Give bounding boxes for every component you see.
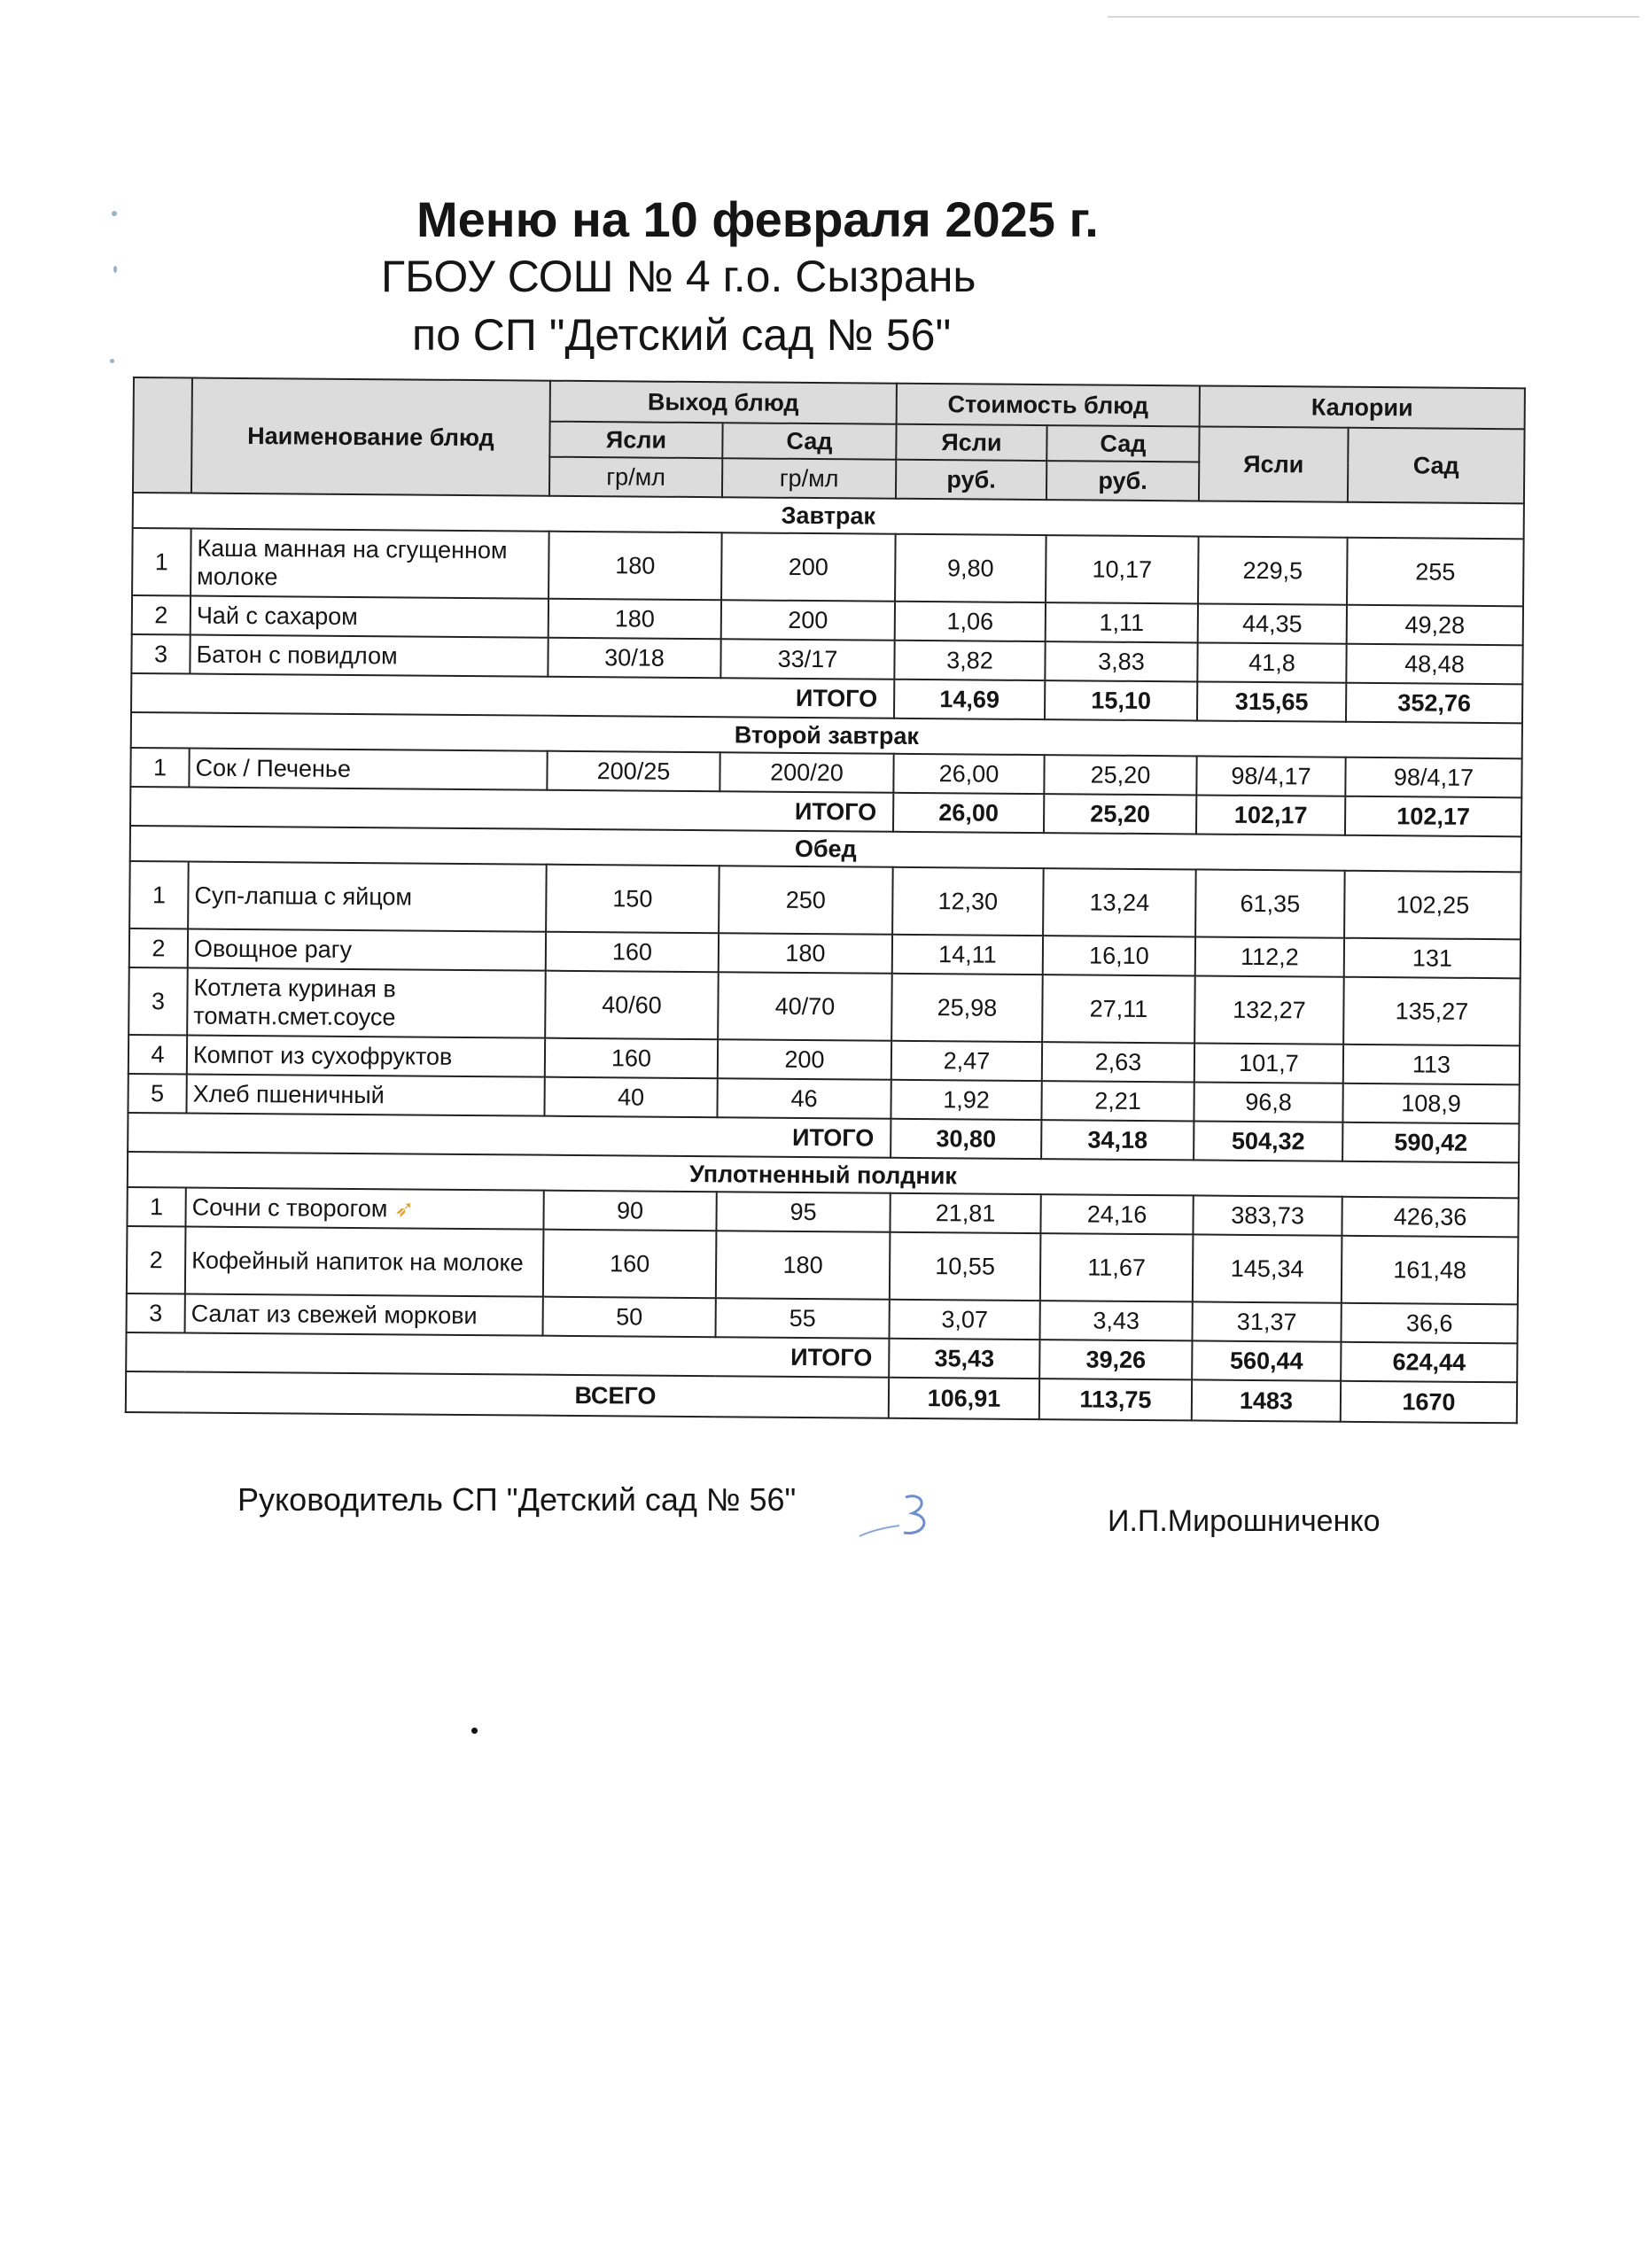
output-yasli: 90: [543, 1191, 716, 1231]
dish-name: Овощное рагу: [188, 929, 546, 971]
cost-sad: 1,11: [1046, 602, 1198, 642]
calories-yasli: 98/4,17: [1196, 756, 1345, 796]
subtotal-cost-yasli: 30,80: [891, 1119, 1041, 1159]
dish-name: Кофейный напиток на молоке: [185, 1226, 544, 1296]
calories-sad: 135,27: [1343, 977, 1521, 1046]
scan-speck: [110, 359, 114, 363]
pen-mark-icon: ➶: [393, 1195, 415, 1223]
dish-name: Салат из свежей моркови: [185, 1293, 543, 1335]
calories-sad: 36,6: [1341, 1303, 1517, 1344]
calories-yasli: 101,7: [1194, 1043, 1343, 1083]
section-title: Второй завтрак: [131, 712, 1522, 758]
output-sad: 200/20: [719, 752, 893, 793]
cost-yasli: 3,07: [889, 1300, 1039, 1340]
menu-title: Меню на 10 февраля 2025 г.: [416, 191, 1099, 247]
output-sad: 55: [716, 1298, 890, 1339]
output-sad: 180: [719, 933, 892, 974]
section-title: Завтрак: [133, 493, 1524, 539]
output-yasli: 180: [548, 599, 721, 640]
cost-yasli: 2,47: [891, 1041, 1042, 1081]
table-header: [133, 377, 1525, 503]
item-number: 3: [131, 634, 190, 674]
scan-speck: [112, 211, 117, 216]
output-sad: 46: [717, 1078, 891, 1119]
output-sad: 40/70: [718, 972, 892, 1041]
output-yasli: 160: [543, 1230, 717, 1299]
cost-sad: 3,83: [1045, 641, 1197, 681]
calories-yasli: 41,8: [1197, 642, 1346, 682]
item-number: 3: [127, 1293, 185, 1333]
dish-name: Батон с повидлом: [190, 635, 548, 677]
menu-table: [125, 377, 1526, 1424]
menu-table-wrapper: [125, 377, 1524, 1424]
cost-sad: 3,43: [1039, 1301, 1192, 1340]
scan-speck: [471, 1728, 478, 1734]
cost-yasli-header: Ясли: [896, 424, 1046, 461]
cost-sad-header: Сад: [1046, 425, 1199, 462]
subtotal-label: ИТОГО: [131, 673, 894, 718]
dish-name: [185, 1187, 543, 1229]
cost-sad: 10,17: [1046, 535, 1199, 603]
school-name: ГБОУ СОШ № 4 г.о. Сызрань: [381, 252, 976, 301]
calories-yasli: 145,34: [1193, 1234, 1342, 1302]
cost-yasli-unit: руб.: [896, 460, 1046, 500]
cost-yasli: 3,82: [894, 641, 1045, 680]
cost-yasli: 1,06: [895, 602, 1046, 641]
output-yasli-header: Ясли: [549, 422, 722, 459]
calories-yasli: 61,35: [1195, 869, 1345, 937]
subtotal-cost-sad: 39,26: [1039, 1340, 1192, 1379]
cost-sad: 11,67: [1040, 1233, 1194, 1301]
table-row: [127, 1226, 1519, 1304]
cost-yasli: 26,00: [893, 754, 1044, 794]
table-row: [129, 861, 1521, 939]
cost-yasli: 21,81: [890, 1193, 1040, 1233]
output-sad: 200: [721, 600, 895, 641]
dish-name: Сок / Печенье: [189, 749, 547, 790]
scan-edge-line: [1108, 16, 1639, 18]
scan-speck: [113, 266, 117, 273]
subtotal-cost-sad: 25,20: [1044, 794, 1196, 834]
section-title: Уплотненный полдник: [128, 1152, 1519, 1198]
output-yasli: 200/25: [547, 751, 719, 792]
calories-sad: 131: [1344, 938, 1521, 979]
calories-sad: 98/4,17: [1345, 757, 1521, 798]
output-group-header: Выход блюд: [550, 381, 897, 424]
subtotal-calories-yasli: 315,65: [1197, 681, 1346, 721]
item-number: 2: [129, 928, 188, 968]
calories-sad: 113: [1343, 1045, 1520, 1085]
calories-yasli: 229,5: [1198, 536, 1348, 604]
calories-sad-header: Сад: [1348, 428, 1525, 504]
output-yasli: 160: [546, 932, 719, 973]
subtotal-calories-sad: 352,76: [1346, 683, 1522, 724]
cost-yasli: 12,30: [892, 867, 1044, 936]
dish-name: Котлета куриная в томатн.смет.соусе: [187, 968, 546, 1038]
table-row: [132, 528, 1524, 606]
item-number: 4: [128, 1035, 187, 1075]
dish-name: Хлеб пшеничный: [186, 1075, 544, 1116]
dish-name-header: Наименование блюд: [191, 378, 550, 496]
table-body: [126, 493, 1524, 1423]
subtotal-cost-sad: 15,10: [1045, 680, 1197, 720]
dish-name: Каша манная на сгущенном молоке: [191, 529, 549, 599]
output-yasli-unit: гр/мл: [549, 457, 722, 498]
calories-yasli: 31,37: [1193, 1301, 1342, 1341]
cost-yasli: 10,55: [890, 1232, 1041, 1301]
calories-sad: 48,48: [1346, 644, 1522, 685]
cost-sad: 24,16: [1040, 1194, 1193, 1234]
item-number: 1: [127, 1187, 185, 1227]
output-sad: 33/17: [720, 639, 894, 680]
cost-sad: 16,10: [1043, 936, 1195, 975]
calories-group-header: Калории: [1200, 385, 1525, 429]
calories-sad: 426,36: [1342, 1197, 1518, 1238]
kindergarten-name: по СП "Детский сад № 56": [412, 310, 952, 360]
item-number: 5: [128, 1074, 186, 1114]
subtotal-calories-sad: 624,44: [1341, 1342, 1517, 1383]
output-sad-unit: гр/мл: [722, 458, 896, 499]
grand-total-cost-yasli: 106,91: [889, 1378, 1039, 1419]
cost-group-header: Стоимость блюд: [897, 384, 1200, 427]
output-yasli: 180: [548, 532, 722, 601]
cost-sad: 2,63: [1042, 1042, 1194, 1082]
number-column-header: [133, 377, 192, 493]
item-number: 1: [132, 528, 191, 596]
calories-yasli: 44,35: [1198, 603, 1347, 643]
output-yasli: 50: [543, 1297, 716, 1338]
calories-yasli: 383,73: [1193, 1195, 1342, 1235]
section-title: Обед: [130, 826, 1521, 872]
output-sad: 180: [716, 1231, 891, 1300]
output-yasli: 40: [544, 1077, 717, 1118]
cost-yasli: 1,92: [891, 1080, 1041, 1120]
calories-yasli-header: Ясли: [1199, 426, 1349, 501]
calories-sad: 161,48: [1342, 1236, 1519, 1305]
item-number: 1: [129, 861, 189, 929]
cost-sad-unit: руб.: [1046, 461, 1199, 501]
subtotal-cost-yasli: 26,00: [893, 793, 1044, 833]
calories-yasli: 96,8: [1194, 1082, 1342, 1122]
cost-yasli: 9,80: [895, 534, 1046, 602]
dish-name: Суп-лапша с яйцом: [188, 862, 547, 932]
output-sad: 95: [716, 1192, 890, 1232]
subtotal-cost-sad: 34,18: [1041, 1120, 1194, 1160]
grand-total-label: ВСЕГО: [126, 1371, 889, 1418]
calories-sad: 102,25: [1344, 871, 1521, 940]
signatory-name: И.П.Мирошниченко: [1108, 1504, 1381, 1538]
output-yasli: 40/60: [545, 971, 719, 1040]
item-number: 3: [128, 967, 188, 1036]
subtotal-label: ИТОГО: [128, 1113, 891, 1158]
item-number: 2: [132, 595, 191, 635]
output-sad: 200: [718, 1039, 891, 1080]
output-yasli: 160: [545, 1038, 718, 1079]
table-row: [128, 967, 1521, 1045]
dish-name: Чай с сахаром: [191, 596, 548, 638]
handwritten-signature: [851, 1481, 948, 1552]
cost-sad: 2,21: [1041, 1081, 1194, 1121]
subtotal-label: ИТОГО: [130, 787, 893, 832]
calories-sad: 49,28: [1347, 605, 1523, 646]
subtotal-cost-yasli: 35,43: [889, 1339, 1039, 1379]
item-number: 2: [127, 1226, 186, 1294]
subtotal-calories-yasli: 504,32: [1194, 1121, 1342, 1161]
cost-sad: 27,11: [1042, 975, 1195, 1043]
dish-name: Компот из сухофруктов: [187, 1036, 545, 1077]
calories-sad: 108,9: [1342, 1084, 1519, 1124]
cost-yasli: 14,11: [892, 935, 1043, 975]
cost-yasli: 25,98: [891, 974, 1043, 1042]
subtotal-calories-yasli: 560,44: [1192, 1340, 1341, 1380]
output-sad: 250: [719, 866, 893, 935]
subtotal-calories-sad: 102,17: [1345, 796, 1521, 837]
grand-total-calories-yasli: 1483: [1192, 1379, 1341, 1421]
output-sad-header: Сад: [722, 423, 896, 460]
grand-total-calories-sad: 1670: [1341, 1381, 1517, 1424]
grand-total-cost-sad: 113,75: [1039, 1379, 1192, 1420]
output-yasli: 30/18: [548, 638, 720, 679]
subtotal-calories-yasli: 102,17: [1196, 795, 1345, 835]
signatory-position: Руководитель СП "Детский сад № 56": [237, 1481, 797, 1518]
cost-sad: 25,20: [1044, 755, 1196, 795]
calories-sad: 255: [1347, 538, 1524, 607]
dish-name-text: Сочни с творогом: [191, 1193, 388, 1223]
subtotal-calories-sad: 590,42: [1342, 1122, 1519, 1163]
cost-sad: 13,24: [1043, 868, 1196, 936]
output-sad: 200: [721, 532, 896, 602]
calories-yasli: 112,2: [1195, 936, 1344, 976]
subtotal-label: ИТОГО: [126, 1332, 889, 1378]
calories-yasli: 132,27: [1194, 975, 1344, 1044]
output-yasli: 150: [546, 865, 719, 934]
subtotal-cost-yasli: 14,69: [894, 680, 1045, 719]
item-number: 1: [130, 748, 189, 788]
